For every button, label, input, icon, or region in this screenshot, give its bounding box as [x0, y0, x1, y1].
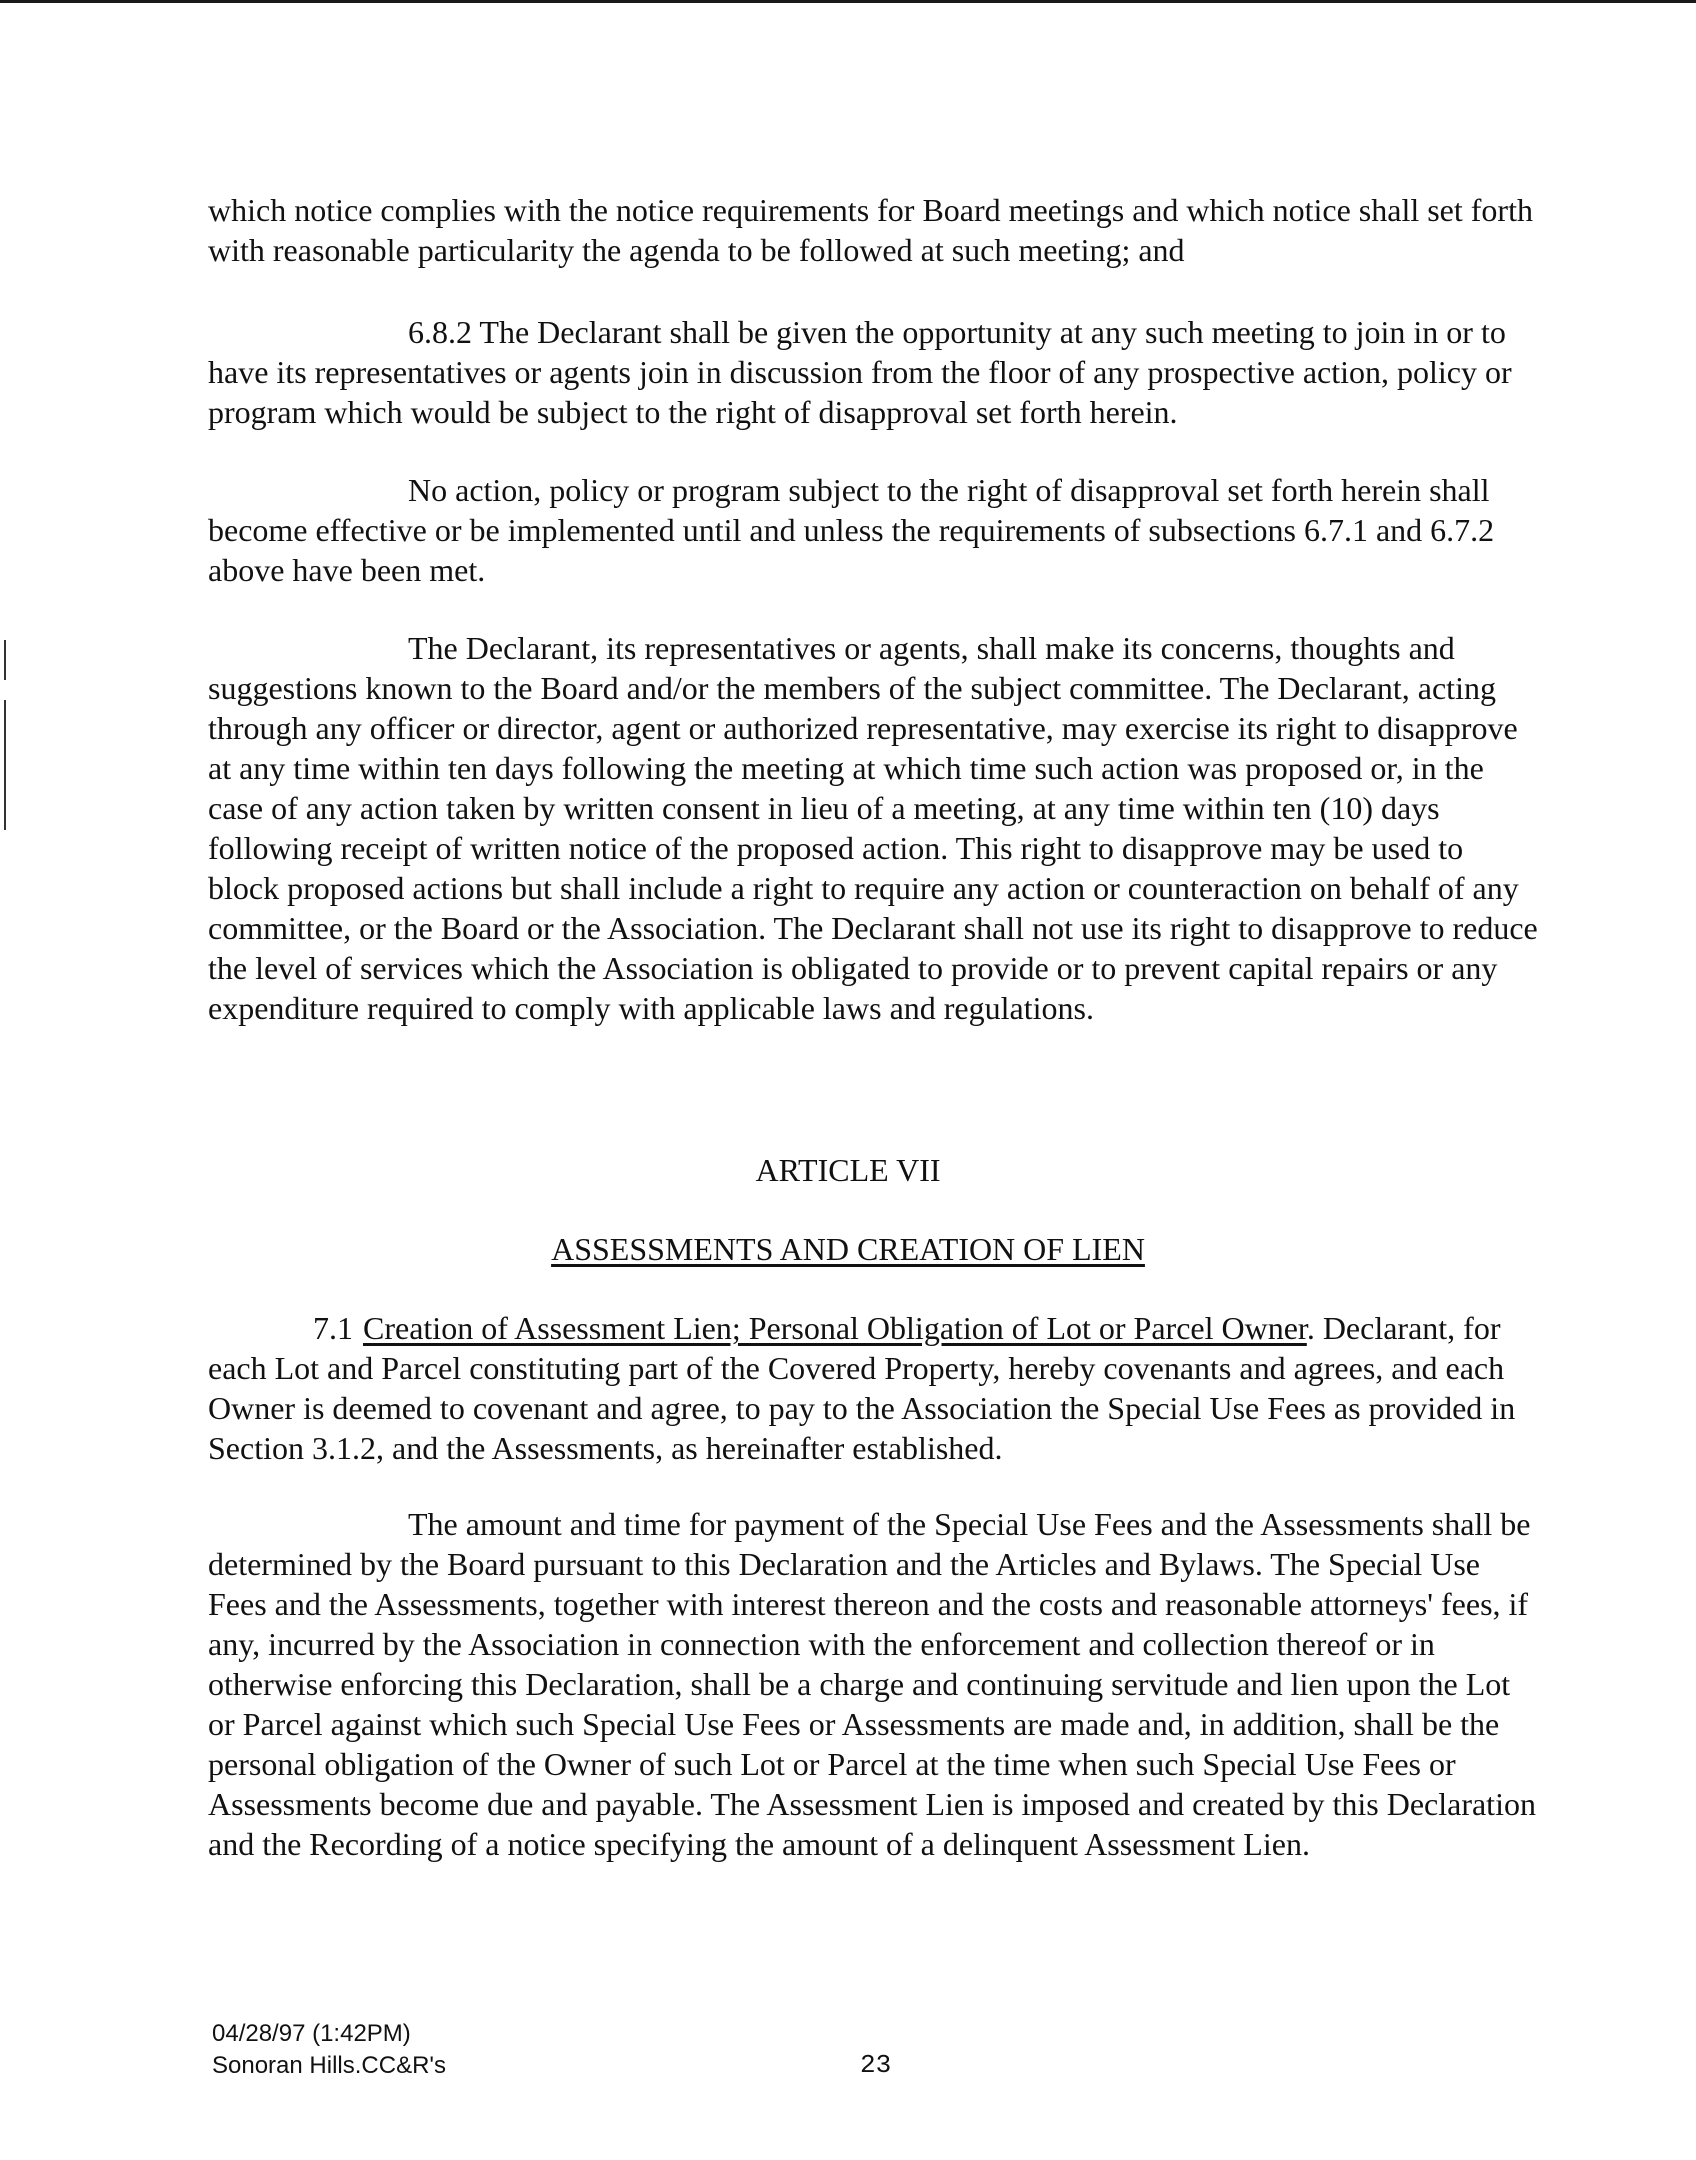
paragraph-continuation: which notice complies with the notice requirements for Board meetings and which notice shall set forth with reasonable particularity the agenda to be followed at such meeting; and — [208, 192, 1533, 268]
footer-date: 04/28/97 (1:42PM) — [212, 2020, 411, 2047]
section-title: Creation of Assessment Lien; Personal Obligation of Lot or Parcel Owner — [363, 1310, 1307, 1346]
scan-edge-left-mark — [4, 640, 6, 680]
scan-edge-top — [0, 0, 1696, 3]
paragraph-no-action: No action, policy or program subject to the right of disapproval set forth herein shall become effective or be implemented until and unless the requirements of subsections 6.7.1 and 6.7.2 above have been met. — [208, 472, 1495, 588]
paragraph-6-8-2: 6.8.2 The Declarant shall be given the opportunity at any such meeting to join in or to have its representatives or agents join in discussion from the floor of any prospective action, policy or program which would be subject to the right of disapproval set forth herein. — [208, 314, 1512, 430]
article-heading: ARTICLE VII — [755, 1152, 941, 1188]
section-number: 7.1 — [313, 1310, 353, 1346]
paragraph-amount-and-time: The amount and time for payment of the Special Use Fees and the Assessments shall be determined by the Board pursuant to this Declaration and the Articles and Bylaws. The Special Use Fees and the Assessments, together with interest thereon and the costs and reasonable attorneys' fees, if any, incurred by the Association in connection with the enforcement and collection thereof or in otherwise enforcing this Declaration, shall be a charge and continuing servitude and lien upon the Lot or Parcel against which such Special Use Fees or Assessments are made and, in addition, shall be the personal obligation of the Owner of such Lot or Parcel at the time when such Special Use Fees or Assessments become due and payable. The Assessment Lien is imposed and created by this Declaration and the Recording of a notice specifying the amount of a delinquent Assessment Lien. — [208, 1506, 1536, 1862]
article-title-text: ASSESSMENTS AND CREATION OF LIEN — [551, 1231, 1145, 1267]
article-title — [0, 1229, 1696, 1269]
section-body: . Declarant, for each Lot and Parcel constituting part of the Covered Property, hereby covenants and agrees, and each Owner is deemed to covenant and agree, to pay to the Association the Special Use Fees as provided in Section 3.1.2, and the Assessments, as hereinafter established. — [208, 1310, 1516, 1466]
paragraph-declarant-disapproval: The Declarant, its representatives or agents, shall make its concerns, thoughts and suggestions known to the Board and/or the members of the subject committee. The Declarant, acting through any officer or director, agent or authorized representative, may exercise its right to disapprove at any time within ten days following the meeting at which time such action was proposed or, in the case of any action taken by written consent in lieu of a meeting, at any time within ten (10) days following receipt of written notice of the proposed action. This right to disapprove may be used to block proposed actions but shall include a right to require any action or counteraction on behalf of any committee, or the Board or the Association. The Declarant shall not use its right to disapprove to reduce the level of services which the Association is obligated to provide or to prevent capital repairs or any expenditure required to comply with applicable laws and regulations. — [208, 630, 1538, 1026]
footer-document-name: Sonoran Hills.CC&R's — [212, 2052, 446, 2079]
section-7-1 — [208, 1308, 1538, 1468]
scan-edge-left-mark — [4, 700, 6, 830]
footer-stamp — [212, 2018, 446, 2082]
page-number: 23 — [860, 2050, 892, 2080]
